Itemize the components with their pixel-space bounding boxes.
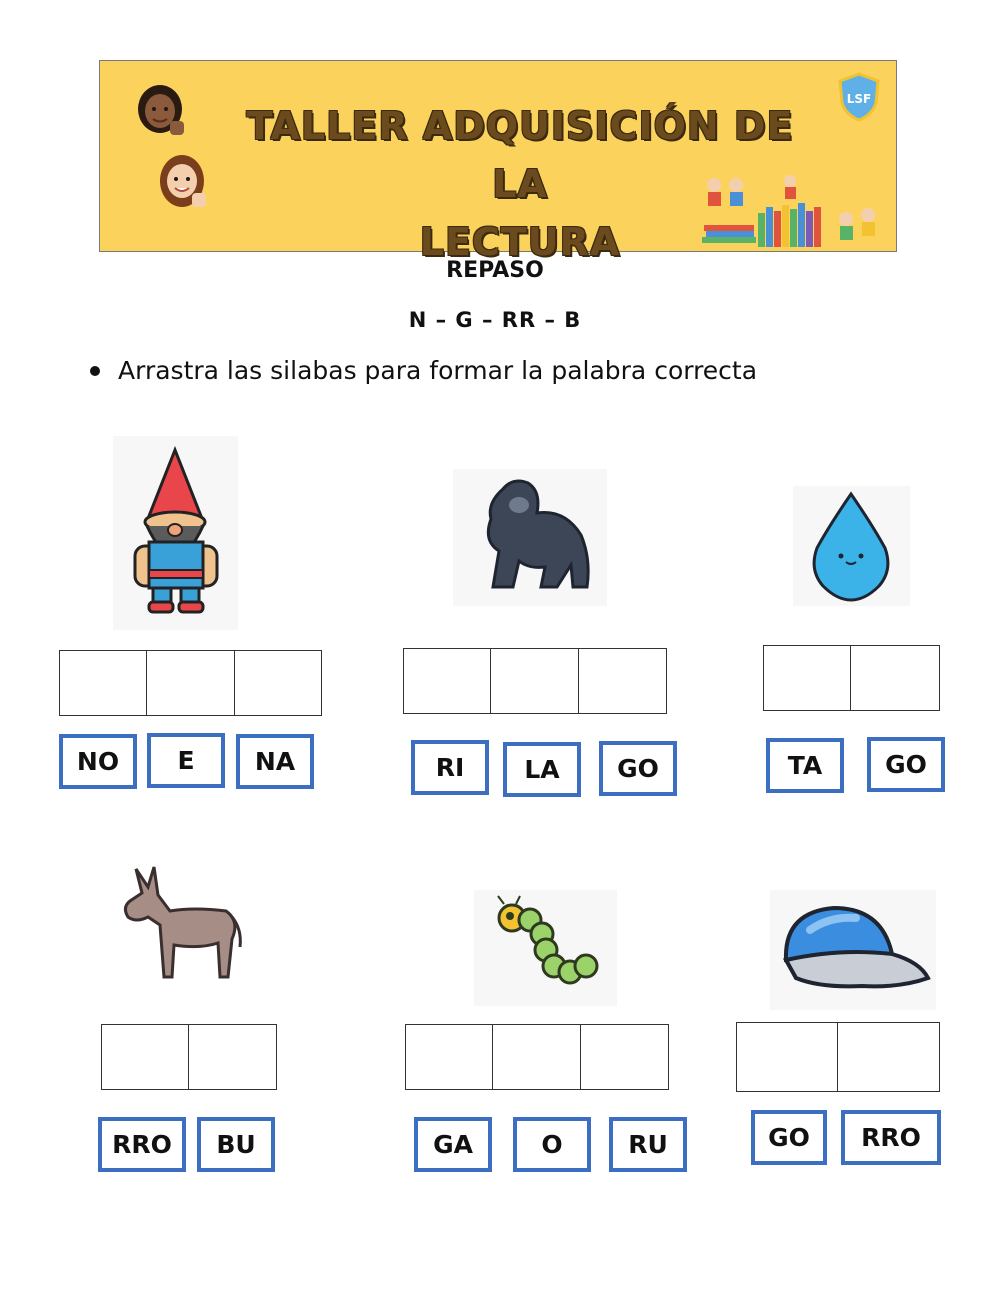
syllable-tile[interactable]: NA — [236, 734, 314, 789]
school-shield-logo — [836, 71, 882, 123]
logo-text: LSF — [846, 92, 872, 106]
answer-boxes-5[interactable] — [405, 1024, 669, 1090]
syllable-tile[interactable]: RRO — [98, 1117, 186, 1172]
drop-slot[interactable] — [147, 651, 234, 715]
drop-slot[interactable] — [579, 649, 666, 713]
syllable-tile[interactable]: NO — [59, 734, 137, 789]
syllable-tile[interactable]: TA — [766, 738, 844, 793]
drop-slot[interactable] — [102, 1025, 189, 1089]
answer-boxes-3[interactable] — [763, 645, 940, 711]
kids-reading-books-icon — [696, 175, 892, 251]
banner-title-line1: TALLER ADQUISICIÓN DE LA — [246, 104, 794, 206]
answer-boxes-1[interactable] — [59, 650, 322, 716]
drop-slot[interactable] — [189, 1025, 276, 1089]
drop-slot[interactable] — [235, 651, 321, 715]
syllable-tile[interactable]: BU — [197, 1117, 275, 1172]
syllable-tile[interactable]: E — [147, 733, 225, 788]
drop-slot[interactable] — [493, 1025, 580, 1089]
gorilla-icon — [453, 469, 607, 606]
syllable-tile[interactable]: O — [513, 1117, 591, 1172]
drop-slot[interactable] — [581, 1025, 668, 1089]
syllable-tile[interactable]: RI — [411, 740, 489, 795]
water-drop-icon — [793, 486, 910, 606]
drop-slot[interactable] — [406, 1025, 493, 1089]
drop-slot[interactable] — [764, 646, 851, 710]
drop-slot[interactable] — [737, 1023, 838, 1091]
instruction-text: Arrastra las silabas para formar la palabra correcta — [118, 356, 758, 385]
donkey-icon — [114, 859, 248, 983]
drop-slot[interactable] — [491, 649, 578, 713]
syllable-tile[interactable]: RRO — [841, 1110, 941, 1165]
syllable-tile[interactable]: RU — [609, 1117, 687, 1172]
cap-icon — [770, 890, 936, 1010]
instruction — [90, 356, 757, 385]
gnome-icon — [113, 436, 238, 630]
syllable-tile[interactable]: GO — [751, 1110, 827, 1165]
syllable-tile[interactable]: GO — [867, 737, 945, 792]
repaso-heading: REPASO — [446, 258, 544, 283]
banner-title-line2: LECTURA — [419, 220, 621, 264]
girl-thumbs-up-icon — [158, 153, 210, 213]
girl-thumbs-up-icon — [136, 83, 188, 143]
syllable-tile[interactable]: GO — [599, 741, 677, 796]
drop-slot[interactable] — [60, 651, 147, 715]
answer-boxes-4[interactable] — [101, 1024, 277, 1090]
drop-slot[interactable] — [404, 649, 491, 713]
drop-slot[interactable] — [838, 1023, 939, 1091]
header-banner — [99, 60, 897, 264]
letters-heading: N – G – RR – B — [408, 308, 582, 332]
syllable-tile[interactable]: GA — [414, 1117, 492, 1172]
drop-slot[interactable] — [851, 646, 939, 710]
bullet-icon — [90, 366, 100, 376]
answer-boxes-6[interactable] — [736, 1022, 940, 1092]
caterpillar-icon — [474, 890, 617, 1006]
syllable-tile[interactable]: LA — [503, 742, 581, 797]
answer-boxes-2[interactable] — [403, 648, 667, 714]
